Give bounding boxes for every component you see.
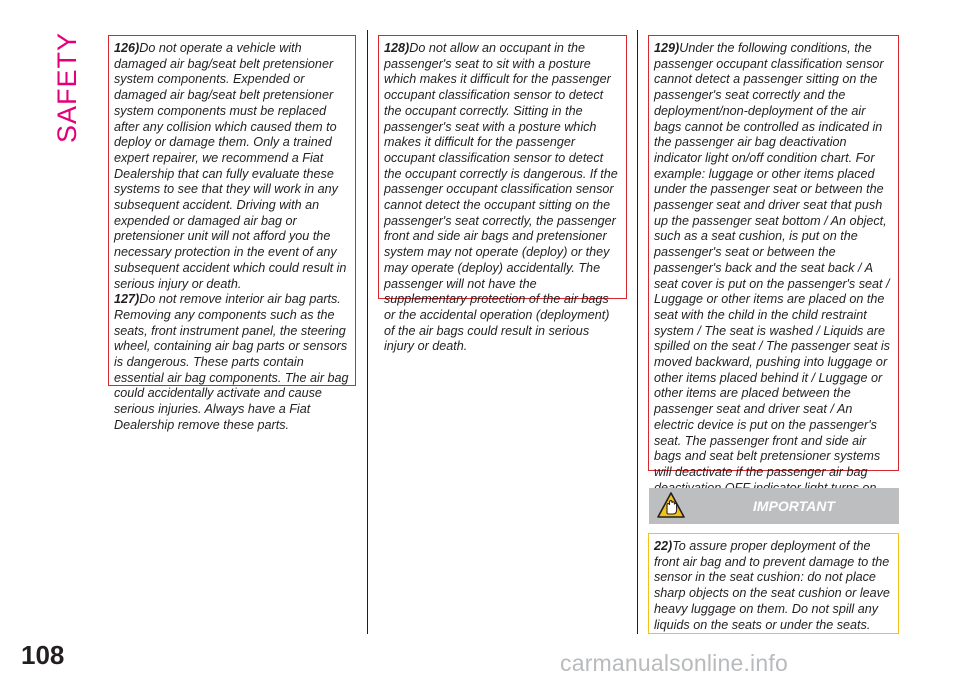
warning-note-129: 129)Under the following conditions, the passenger occupant classification sensor cannot detect a passenger sitting on the passenger's seat correctly and the deployment/non-deployment of the air bags cannot be controlled as indicated in the passenger air bag deactivation indicator light on/off condition chart. For example: luggage or other items placed under the passenger seat or between the passenger seat and driver seat that push up the passenger seat bottom / An object, such as a seat cushion, is put on the passenger's seat or between the passenger's back and the seat back / A seat cover is put on the passenger's seat / Luggage or other items are placed on the seat with the child in the child restraint system / The seat is washed / Liquids are spilled on the seat / The passenger seat is moved backward, pushing into luggage or other items placed behind it / Luggage or other items are placed between the passenger seat and driver seat / An electric device is put on the passenger's seat. The passenger front and side air bags and seat belt pretensioner systems will deactivate if the passenger air bag xyxy=(648,35,899,471)
note-126: 126)Do not operate a vehicle with damaged air bag/seat belt pretensioner system components. Expended or damaged air bag/seat belt pretensioner system components must be replaced after any collision which caused them to deploy or damage them. Only a trained expert repairer, we recommend a Fiat Dealership that can fully evaluate these systems to see that they will work in any subsequent accident. Driving with an expended or damaged air bag or pretensioner unit will not afford you the necessary protection in the event of any subsequent accident which could result in serious injury or death. xyxy=(114,41,347,291)
warning-note-128: 128)Do not allow an occupant in the passenger's seat to sit with a posture which makes it difficult for the passenger occupant classification sensor to detect the occupant correctly. Sitting in the passenger's seat with a posture which makes it difficult for the passenger occupant classification sensor to detect the occupant correctly is dangerous. If the passenger occupant classification sensor cannot detect the occupant sitting on the passenger's seat correctly, the passenger front and side air bags and pretensioner system may not operate (deploy) or they may operate (deploy) accidentally. The passenger will not have the supplementary protection of the air bags or the accidental operation (deployment) of the air bags could result in serious injury or death. xyxy=(378,35,627,299)
important-note-22: 22)To assure proper deployment of the front air bag and to prevent damage to the sensor in the seat cushion: do not place sharp objects on the seat cushion or leave heavy luggage on them. Do not spill any liquids on the seats or under the seats. xyxy=(648,533,899,634)
watermark: carmanualsonline.info xyxy=(560,650,788,676)
note-127: 127)Do not remove interior air bag parts. Removing any components such as the seats, front instrument panel, the steering wheel, containing air bag parts or sensors is dangerous. These parts contain essential air bag components. The air bag could accidentally activate and cause serious injuries. Always have a Fiat Dealership remove these parts. xyxy=(114,292,349,432)
column-rule-left xyxy=(367,30,368,634)
important-title: IMPORTANT xyxy=(753,498,835,514)
warning-note-126-127 xyxy=(108,35,356,432)
column-rule-right xyxy=(637,30,638,634)
section-label: SAFETY xyxy=(52,32,82,144)
page-number: 108 xyxy=(21,640,65,670)
important-header xyxy=(649,488,899,524)
